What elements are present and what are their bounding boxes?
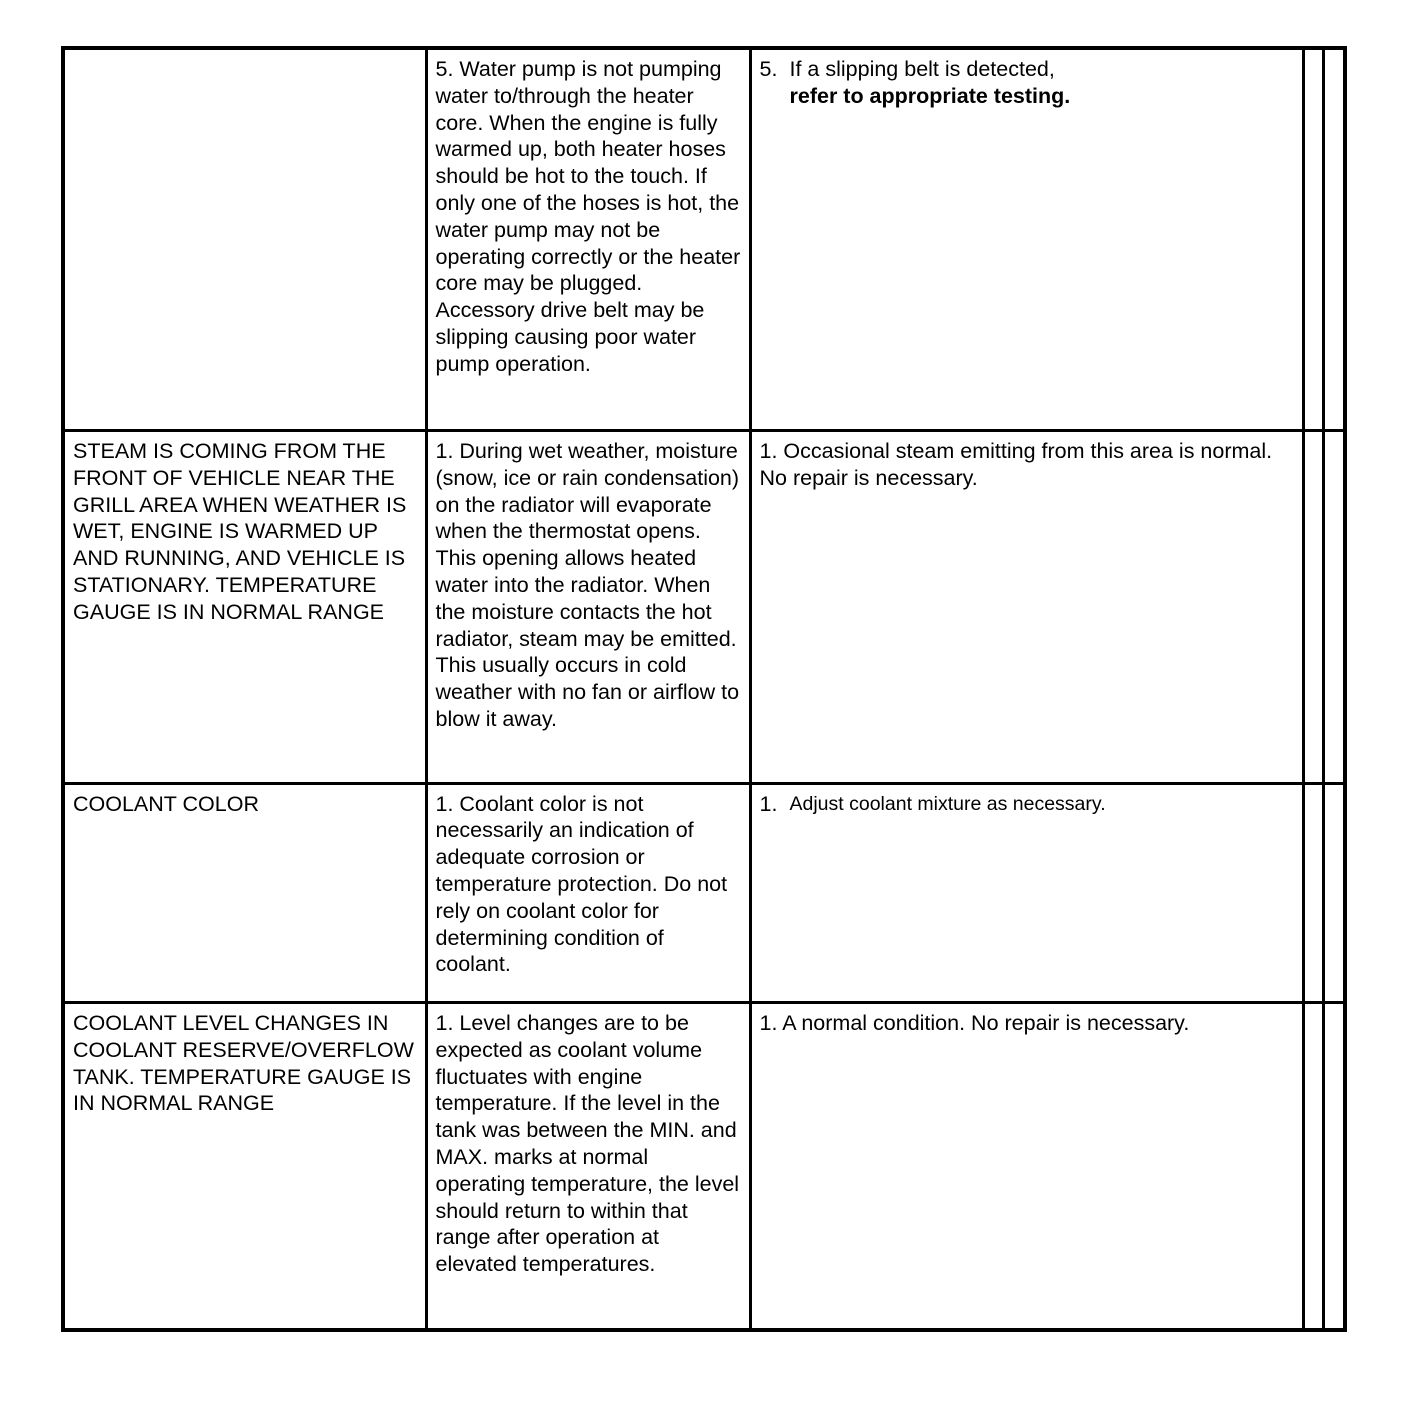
- blank-column-cell: [1323, 1002, 1345, 1330]
- blank-column-cell: [1303, 1002, 1323, 1330]
- item-number: 5.: [759, 57, 778, 81]
- condition-cell: [63, 48, 426, 431]
- cause-cell: 1. During wet weather, moisture (snow, ice or rain condensation) on the radiator will evaporate when the thermostat opens. This opening allows heated water into the radiator. When the moisture contacts the hot radiator, steam may be emitted. This usually occurs in cold weather with no fan or airflow to blow it away.: [426, 431, 750, 784]
- cause-cell: 5. Water pump is not pumping water to/through the heater core. When the engine is fully warmed up, both heater hoses should be hot to the touch. If only one of the hoses is hot, the water pump may not be operating correctly or the heater core may be plugged. Accessory drive belt may be slipping causing poor water pump operation.: [426, 48, 750, 431]
- condition-cell: COOLANT COLOR: [63, 783, 426, 1002]
- table-row: [63, 431, 1345, 784]
- correction-cell: [750, 48, 1303, 431]
- blank-column-cell: [1303, 48, 1323, 431]
- blank-column-cell: [1303, 431, 1323, 784]
- numbered-line: [760, 791, 1294, 818]
- blank-column-cell: [1323, 431, 1345, 784]
- blank-column-cell: [1323, 48, 1345, 431]
- cause-cell: 1. Coolant color is not necessarily an indication of adequate corrosion or temperature protection. Do not rely on coolant color for determining condition of coolant.: [426, 783, 750, 1002]
- correction-cell: 1. Occasional steam emitting from this area is normal. No repair is necessary.: [750, 431, 1303, 784]
- correction-text: [790, 56, 1294, 110]
- condition-cell: COOLANT LEVEL CHANGES IN COOLANT RESERVE/OVERFLOW TANK. TEMPERATURE GAUGE IS IN NORMAL RANGE: [63, 1002, 426, 1330]
- cause-cell: 1. Level changes are to be expected as coolant volume fluctuates with engine temperature. If the level in the tank was between the MIN. and MAX. marks at normal operating temperature, the level should return to within that range after operation at elevated temperatures.: [426, 1002, 750, 1330]
- diagnosis-table: [61, 46, 1347, 1332]
- blank-column-cell: [1303, 783, 1323, 1002]
- correction-cell: [750, 783, 1303, 1002]
- correction-line-1: If a slipping belt is detected,: [789, 57, 1055, 81]
- table-row: [63, 48, 1345, 431]
- correction-text: Adjust coolant mixture as necessary.: [789, 792, 1106, 815]
- table-row: [63, 1002, 1345, 1330]
- correction-cell: 1. A normal condition. No repair is necessary.: [750, 1002, 1303, 1330]
- table-row: [63, 783, 1345, 1002]
- blank-column-cell: [1323, 783, 1345, 1002]
- correction-line-2: refer to appropriate testing.: [789, 83, 1071, 108]
- item-number: 1.: [759, 791, 778, 816]
- numbered-line: [760, 56, 1294, 110]
- condition-cell: STEAM IS COMING FROM THE FRONT OF VEHICLE NEAR THE GRILL AREA WHEN WEATHER IS WET, ENGINE IS WARMED UP AND RUNNING, AND VEHICLE IS STATIONARY. TEMPERATURE GAUGE IS IN NORMAL RANGE: [63, 431, 426, 784]
